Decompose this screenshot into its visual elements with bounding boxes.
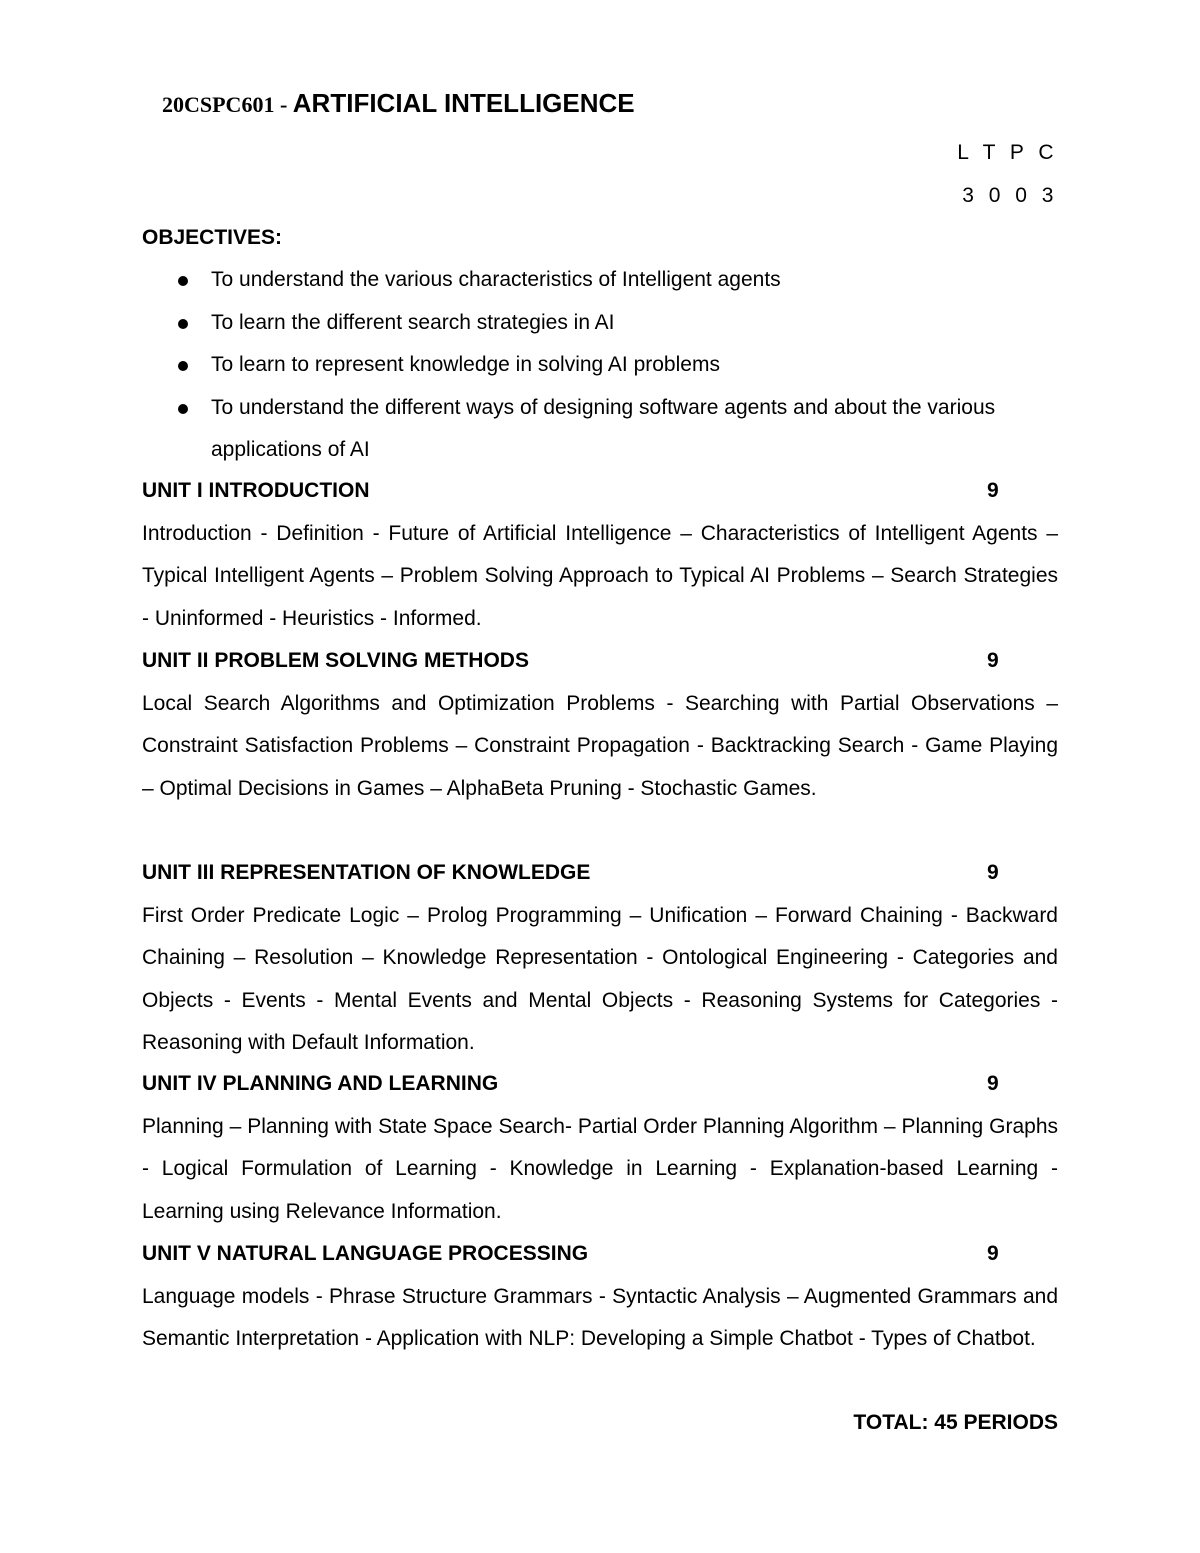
bullet-icon [178,404,188,414]
unit-content: Local Search Algorithms and Optimization Problems - Searching with Partial Observations – Constraint Satisfaction Problems – Constraint Propagation - Backtracking Search - Game Playing – Optimal Decisions in Games – AlphaBeta Pruning - Stochastic Games. [142,691,1058,800]
title-separator: - [274,92,293,117]
unit-title: UNIT V NATURAL LANGUAGE PROCESSING [142,1242,589,1265]
unit-heading [142,640,1058,683]
unit-hours: 9 [987,1072,999,1095]
unit-heading [142,852,1058,895]
unit-4 [142,1063,1058,1233]
unit-hours: 9 [987,861,999,884]
objective-text: To learn the different search strategies in AI [211,310,615,334]
unit-title: UNIT I INTRODUCTION [142,479,370,502]
bullet-icon [178,276,188,286]
objective-item [142,259,1011,302]
objective-text: To understand the different ways of designing software agents and about the various applications of AI [211,395,996,461]
course-code: 20CSPC601 [162,92,275,117]
unit-5 [142,1233,1058,1361]
total-periods: TOTAL: 45 PERIODS [853,1411,1058,1434]
objective-item [142,344,1011,387]
objective-text: To learn to represent knowledge in solving AI problems [211,353,720,376]
credits-header: L T P C [957,141,1058,164]
objectives-list [142,259,1058,472]
course-title [162,88,635,119]
objective-item [142,387,1011,472]
bullet-icon [178,361,188,371]
unit-3 [142,852,1058,1065]
objective-text: To understand the various characteristics of Intelligent agents [211,268,781,291]
course-name: ARTIFICIAL INTELLIGENCE [292,88,635,118]
unit-title: UNIT II PROBLEM SOLVING METHODS [142,649,529,672]
unit-1 [142,470,1058,640]
unit-content: Introduction - Definition - Future of Artificial Intelligence – Characteristics of Intelligent Agents – Typical Intelligent Agents – Problem Solving Approach to Typical AI Problems – Search Strategies - Uninformed - Heuristics - Informed. [142,521,1058,630]
bullet-icon [178,319,188,329]
unit-content: First Order Predicate Logic – Prolog Programming – Unification – Forward Chaining - Backward Chaining – Resolution – Knowledge Representation - Ontological Engineering - Categories and Objects - Events - Mental Events and Mental Objects - Reasoning Systems for Categories - Reasoning with Default Information. [142,903,1058,1054]
objective-item [142,302,1011,345]
unit-content: Language models - Phrase Structure Grammars - Syntactic Analysis – Augmented Grammars and Semantic Interpretation - Application with NLP: Developing a Simple Chatbot - Types of Chatbot. [142,1284,1058,1350]
unit-hours: 9 [987,479,999,502]
unit-title: UNIT IV PLANNING AND LEARNING [142,1072,499,1095]
unit-2 [142,640,1058,810]
unit-heading [142,1063,1058,1106]
objectives-heading: OBJECTIVES: [142,226,283,249]
credits-values: 3 0 0 3 [962,184,1058,207]
unit-heading [142,470,1058,513]
unit-heading [142,1233,1058,1276]
unit-content: Planning – Planning with State Space Search- Partial Order Planning Algorithm – Planning Graphs - Logical Formulation of Learning - Knowledge in Learning - Explanation-based Learning - Learning using Relevance Information. [142,1114,1058,1223]
unit-title: UNIT III REPRESENTATION OF KNOWLEDGE [142,861,591,884]
unit-hours: 9 [987,1242,999,1265]
unit-hours: 9 [987,649,999,672]
